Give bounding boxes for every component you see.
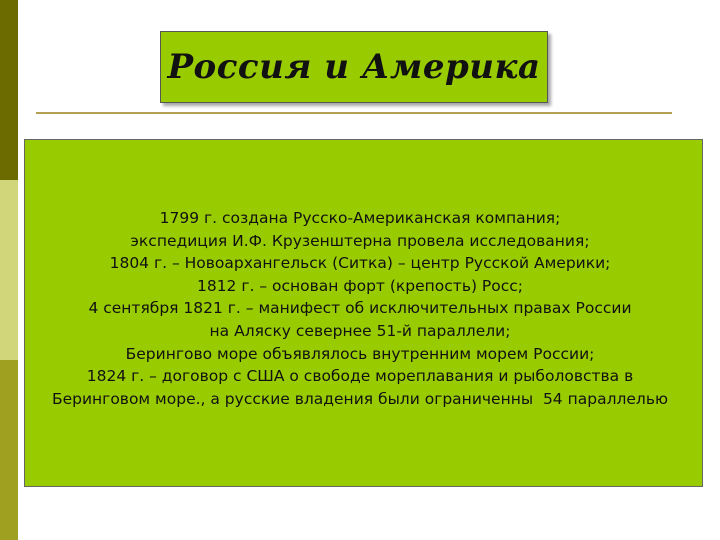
title-divider (36, 112, 672, 114)
side-bar-top (0, 0, 18, 180)
content-line: 4 сентября 1821 г. – манифест об исключительных правах России (88, 299, 632, 318)
content-line: 1824 г. – договор с США о свободе мореплавания и рыболовства в (86, 367, 634, 386)
content-line: 1812 г. – основан форт (крепость) Росс; (196, 276, 524, 295)
slide-title: Россия и Америка (167, 47, 541, 87)
content-line: на Аляску севернее 51-й параллели; (209, 321, 511, 340)
content-line: 1799 г. создана Русско-Американская компания; (159, 209, 561, 227)
content-line: 1804 г. – Новоархангельск (Ситка) – центр Русской Америки; (109, 254, 611, 273)
title-box (160, 31, 548, 103)
content-line: Берингово море объявлялось внутренним морем России; (125, 344, 595, 363)
content-text (0, 207, 720, 410)
content-line: экспедиция И.Ф. Крузенштерна провела исследования; (130, 231, 590, 250)
content-line: Беринговом море., а русские владения были ограниченны 54 параллелью (51, 389, 669, 408)
